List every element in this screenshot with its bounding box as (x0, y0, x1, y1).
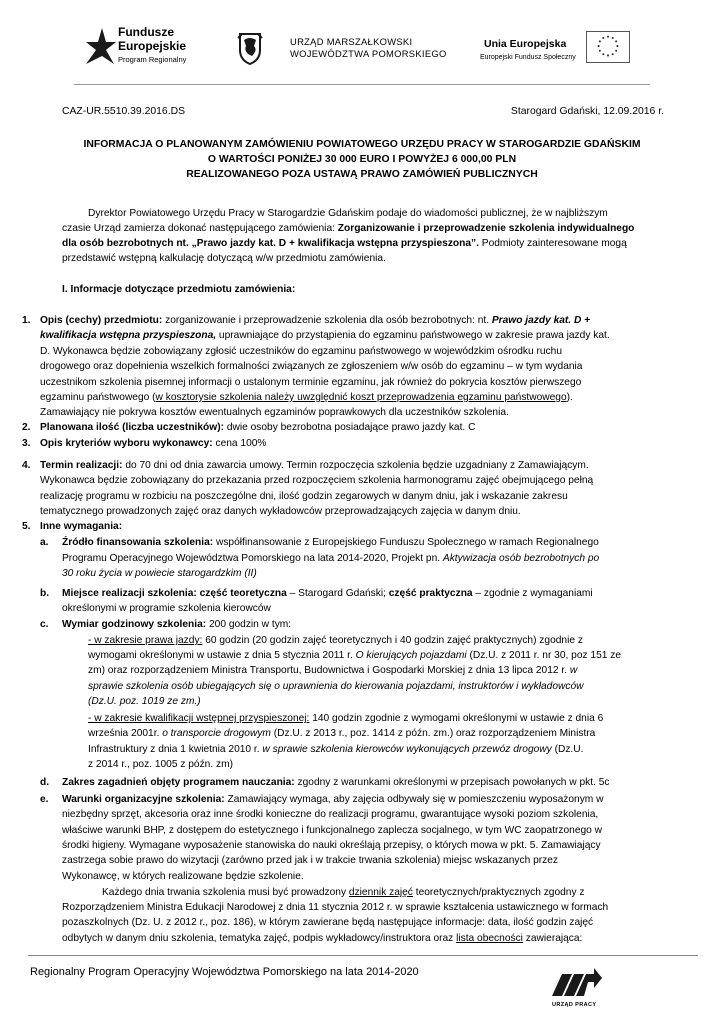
sub-e-line-1: Warunki organizacyjne szkolenia: Zamawiający wymaga, aby zajęcia odbywały się w pomieszczeniu wyposażonym w (62, 794, 604, 805)
item-1-line-2: kwalifikacja wstępna przyspieszona, uprawniające do przystąpienia do egzaminu państwowego w zakresie prawa jazdy kat. (40, 330, 610, 341)
item-3-line: Opis kryteriów wyboru wykonawcy: cena 100% (40, 438, 267, 449)
intro-line-3: dla osób bezrobotnych nt. „Prawo jazdy kat. D + kwalifikacja wstępna przyspieszona”. Podmioty zainteresowane mogą (62, 238, 627, 249)
title-line-2: O WARTOŚCI PONIŻEJ 30 000 EURO I POWYŻEJ 6 000,00 PLN (207, 154, 517, 165)
fundusze-europejskie-logo (84, 24, 214, 70)
sub-e-line-4: środki higieny. Wymagane wyposażenie stanowiska do nauki określają przepisy, o których mowa w pkt. 5. Zamawiający (62, 840, 601, 851)
fe-logo-line1: Fundusze (118, 25, 174, 39)
sub-e-line-5: zastrzega sobie prawo do wizytacji (zarówno przed jak i w trakcie trwania szkolenia) miejsc wskazanych przez (62, 855, 558, 866)
item-4-number: 4. (22, 460, 31, 471)
fe-star-icon (84, 24, 118, 66)
urzad-marszalkowski-logo (234, 28, 454, 68)
section-heading: I. Informacje dotyczące przedmiotu zamówienia: (62, 284, 296, 295)
um-logo-line2: WOJEWÓDZTWA POMORSKIEGO (290, 48, 447, 59)
sub-d-letter: d. (40, 777, 50, 788)
item-1-line-7: Zamawiający nie pokrywa kosztów ewentualnych egzaminów poprawkowych dla uczestników szkolenia. (40, 407, 509, 418)
item-1-line-5: uczestnikom szkolenia pisemnej informacji o ustalonym terminie egzaminu, jak również do pokrycia kosztów pierwszego (40, 377, 582, 388)
intro-line-1: Dyrektor Powiatowego Urzędu Pracy w Starogardzie Gdańskim podaje do wiadomości publicznej, że w najbliższym (88, 208, 608, 219)
fe-logo-line2: Europejskie (118, 39, 187, 53)
item-2-number: 2. (22, 422, 31, 433)
urzad-pracy-icon (548, 966, 604, 1002)
sub-d-line: Zakres zagadnień objęty programem nauczania: zgodny z warunkami określonymi w przepisach powołanych w pkt. 5c (62, 777, 610, 788)
eu-flag-icon (586, 31, 630, 63)
sub-e-para-line-1: Każdego dnia trwania szkolenia musi być prowadzony dziennik zajęć teoretycznych/praktycznych zgodny z (102, 887, 585, 898)
item-1-line-4: drogowego oraz dopełnienia wszelkich formalności związanych ze zgłoszeniem w/w osób do egzaminu – w tym wydania (40, 361, 583, 372)
sub-a-letter: a. (40, 537, 49, 548)
sub-b-letter: b. (40, 588, 50, 599)
item-4-line-2: Wykonawca będzie zobowiązany do przekazania przed rozpoczęciem szkolenia harmonogramu zajęć obejmującego pełną (40, 475, 594, 486)
item-1-number: 1. (22, 315, 31, 326)
sub-c-p2-line-3: Infrastruktury z dnia 1 kwietnia 2010 r. w sprawie szkolenia kierowców wykonujących przewóz drogowy (Dz.U. (88, 744, 584, 755)
griffin-crest-icon (234, 28, 266, 66)
item-1-line-3: D. Wykonawca będzie zobowiązany zgłosić uczestników do egzaminu państwowego w wojewódzkim ośrodku ruchu (40, 346, 562, 357)
item-2-line: Planowana ilość (liczba uczestników): dwie osoby bezrobotna posiadające prawo jazdy kat. C (40, 422, 476, 433)
ue-logo-line2: Europejski Fundusz Społeczny (480, 54, 576, 61)
sub-c-letter: c. (40, 619, 49, 630)
sub-a-line-3: 30 roku życia w powiecie starogardzkim (II) (62, 568, 257, 579)
footer-text: Regionalny Program Operacyjny Województwa Pomorskiego na lata 2014-2020 (30, 966, 419, 978)
sub-e-line-3: właściwe warunki BHP, z dostępem do estetycznego i funkcjonalnego zaplecza socjalnego, w tym WC zaopatrzonego w (62, 825, 603, 836)
sub-c-p1-line-1: - w zakresie prawa jazdy: 60 godzin (20 godzin zajęć teoretycznych i 40 godzin zajęć praktycznych) zgodnie z (88, 635, 583, 646)
title-line-3: REALIZOWANEGO POZA USTAWĄ PRAWO ZAMÓWIEŃ PUBLICZNYCH (186, 169, 538, 180)
footer-divider (28, 955, 698, 956)
sub-e-letter: e. (40, 794, 49, 805)
fe-logo-line3: Program Regionalny (118, 55, 187, 64)
item-4-line-4: tematycznego prowadzonych zajęć oraz danych wykładowców przeprowadzających zajęcia w danym dniu. (40, 506, 521, 517)
sub-c-p2-line-4: z 2014 r., poz. 1005 z późn. zm) (88, 759, 233, 770)
sub-a-line-1: Źródło finansowania szkolenia: współfinansowanie z Europejskiego Funduszu Społecznego w ramach Regionalnego (62, 537, 599, 548)
urzad-pracy-label: URZĄD PRACY (552, 1002, 597, 1008)
sub-a-line-2: Programu Operacyjnego Województwa Pomorskiego na lata 2014-2020, Projekt pn. Aktywizacja osób bezrobotnych po (62, 553, 600, 564)
sub-c-p1-line-3: zm) oraz rozporządzeniem Ministra Transportu, Budownictwa i Gospodarki Morskiej z dnia 13 lipca 2012 r. w (88, 665, 578, 676)
sub-c-line-1: Wymiar godzinowy szkolenia: 200 godzin w tym: (62, 619, 292, 630)
sub-e-para-line-2: Rozporządzeniem Ministra Edukacji Narodowej z dnia 11 stycznia 2012 r. w sprawie kształcenia ustawicznego w formach (62, 902, 609, 913)
sub-e-line-2: niezbędny sprzęt, akcesoria oraz inne środki konieczne do realizacji programu, gwarantujące wysoki poziom szkolenia, (62, 809, 599, 820)
item-3-number: 3. (22, 438, 31, 449)
sub-e-para-line-3: pozaszkolnych (Dz. U. z 2012 r., poz. 186), w którym zawierane będą następujące informacje: data, ilość godzin zajęć (62, 917, 594, 928)
title-line-1: INFORMACJA O PLANOWANYM ZAMÓWIENIU POWIATOWEGO URZĘDU PRACY W STAROGARDZIE GDAŃSKIM (83, 139, 641, 150)
item-5-label: Inne wymagania: (40, 521, 123, 532)
urzad-pracy-logo (548, 966, 604, 1012)
sub-b-line-1: Miejsce realizacji szkolenia: część teoretyczna – Starogard Gdański; część praktyczna – zgodnie z wymaganiami (62, 588, 593, 599)
item-4-line-1: Termin realizacji: do 70 dni od dnia zawarcia umowy. Termin rozpoczęcia szkolenia będzie uzgadniany z Zamawiającym. (40, 460, 589, 471)
item-1-line-6: egzaminu państwowego (w kosztorysie szkolenia należy uwzględnić koszt przeprowadzenia egzaminu państwowego). (40, 392, 573, 403)
header-divider (74, 84, 650, 85)
item-1-line-1: Opis (cechy) przedmiotu: zorganizowanie i przeprowadzenie szkolenia dla osób bezrobotnych: nt. Prawo jazdy kat. D + (40, 315, 591, 326)
place-date: Starogard Gdański, 12.09.2016 r. (510, 106, 664, 117)
ue-logo-line1: Unia Europejska (484, 38, 567, 50)
um-logo-line1: URZĄD MARSZAŁKOWSKI (290, 36, 413, 47)
reference-number: CAZ-UR.5510.39.2016.DS (62, 106, 186, 117)
sub-c-p1-line-5: (Dz.U. poz. 1019 ze zm.) (88, 696, 201, 707)
intro-line-2: czasie Urząd zamierza dokonać następującego zamówienia: Zorganizowanie i przeprowadzenie szkolenia indywidualnego (62, 223, 635, 234)
intro-line-4: przedstawić wstępną kalkulację dotyczącą w/w przedmiotu zamówienia. (62, 253, 386, 264)
item-5-number: 5. (22, 521, 31, 532)
sub-c-p1-line-2: wymogami określonymi w ustawie z dnia 5 stycznia 2011 r. O kierujących pojazdami (Dz.U. z 2011 r. nr 30, poz 151 ze (88, 650, 622, 661)
item-4-line-3: realizację programu w rozbiciu na poszczególne dni, ilość godzin zegarowych w danym dniu, jak i wskazanie zakresu (40, 491, 568, 502)
sub-c-p1-line-4: sprawie szkolenia osób ubiegających się o uprawnienia do kierowania pojazdami, instruktorów i wykładowców (88, 681, 584, 692)
sub-c-p2-line-1: - w zakresie kwalifikacji wstępnej przyspieszonej: 140 godzin zgodnie z wymogami określonymi w ustawie z dnia 6 (88, 713, 604, 724)
sub-c-p2-line-2: września 2001r. o transporcie drogowym (Dz.U. z 2013 r., poz. 1414 z późn. zm.) oraz rozporządzeniem Ministra (88, 728, 596, 739)
sub-e-line-6: Wykonawcę, w których realizowane będzie szkolenie. (62, 871, 304, 882)
sub-b-line-2: określonymi w programie szkolenia kierowców (62, 603, 271, 614)
sub-e-para-line-4: odbytych w danym dniu szkolenia, tematyka zajęć, podpis wykładowcy/instruktora oraz lista obecności zawierająca: (62, 933, 583, 944)
